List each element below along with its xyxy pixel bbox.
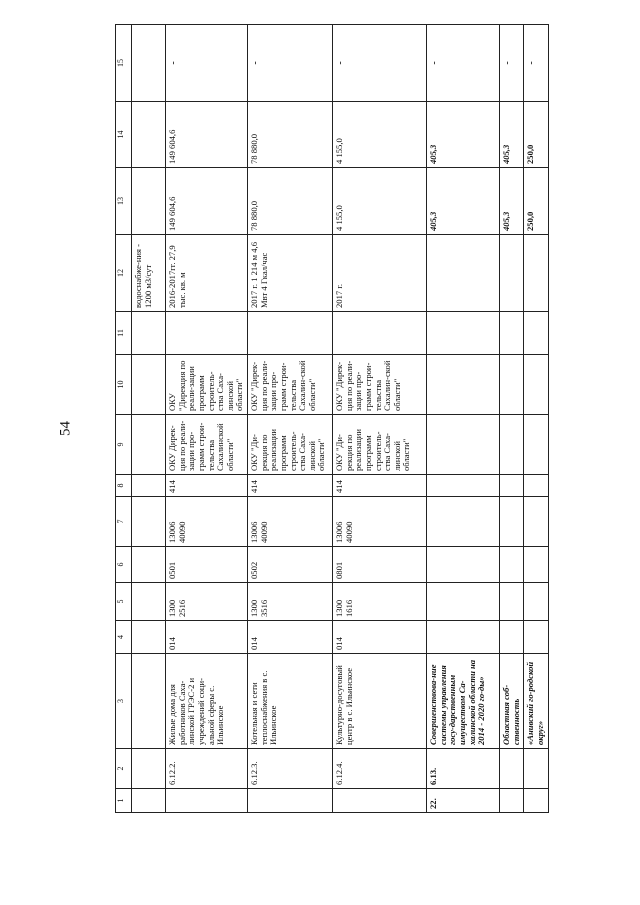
column-header: 10 <box>116 355 132 415</box>
header-row <box>116 25 132 813</box>
amount-cell: 405,3 <box>427 102 500 168</box>
item-name: Жилые дома для работников Саха-линской ГРЭС-2 и учреждений соци-альной сферы с. Ильинское <box>166 654 248 749</box>
amount-cell: 78 880,0 <box>248 168 333 235</box>
table-cell: 414 <box>248 475 333 497</box>
column-header: 5 <box>116 583 132 621</box>
amount-cell: 4 155,0 <box>333 102 427 168</box>
column-header: 2 <box>116 749 132 789</box>
table-cell <box>500 547 524 583</box>
table-cell <box>132 654 166 749</box>
table-cell: ОКУ "Дирек-ция по реали-зации про-грамм строи-тельства Сахалин-ской области" <box>333 355 427 415</box>
table-cell <box>524 749 548 789</box>
item-number: 6.12.4. <box>333 749 427 789</box>
table-cell: - <box>333 25 427 102</box>
table-cell <box>333 789 427 813</box>
page-number: 54 <box>57 421 74 436</box>
table-cell <box>524 475 548 497</box>
table-cell: ОКУ "Ди-рекция по реализации программ строитель-ства Саха-линской области" <box>333 415 427 475</box>
table-cell <box>166 789 248 813</box>
table-cell: 014 <box>333 621 427 654</box>
table-cell <box>524 583 548 621</box>
table-row <box>524 25 548 813</box>
table-row <box>248 25 333 813</box>
table-cell <box>132 749 166 789</box>
table-cell <box>132 789 166 813</box>
column-header: 4 <box>116 621 132 654</box>
amount-cell: 4 155,0 <box>333 168 427 235</box>
amount-cell: 250,0 <box>524 168 548 235</box>
table-cell <box>524 547 548 583</box>
table-row <box>333 25 427 813</box>
table-cell <box>524 497 548 547</box>
table-cell: 2017 г. 1 214 м 4,6 Мвт 4 Гкал/час <box>248 235 333 312</box>
table-cell <box>333 312 427 355</box>
table-cell <box>132 415 166 475</box>
amount-cell: 78 880,0 <box>248 102 333 168</box>
item-number: 6.12.3. <box>248 749 333 789</box>
table-cell <box>132 583 166 621</box>
item-number: 6.13. <box>427 749 500 789</box>
table-cell <box>132 547 166 583</box>
table-cell <box>132 102 166 168</box>
table-cell: 2016-2017гг. 27,9 тыс. кв. м <box>166 235 248 312</box>
table-cell <box>427 621 500 654</box>
table-cell <box>166 312 248 355</box>
budget-table <box>115 24 549 813</box>
table-cell: 0801 <box>333 547 427 583</box>
table-cell <box>427 475 500 497</box>
column-header: 8 <box>116 475 132 497</box>
amount-cell: 405,3 <box>500 168 524 235</box>
column-header: 13 <box>116 168 132 235</box>
table-cell: ОКУ Дирек-ция по реали-зации про-грамм строи-тельства Сахалинской области" <box>166 415 248 475</box>
table-cell <box>132 621 166 654</box>
table-cell: 0501 <box>166 547 248 583</box>
table-cell <box>524 415 548 475</box>
amount-cell: 405,3 <box>427 168 500 235</box>
table-cell <box>500 475 524 497</box>
column-header: 3 <box>116 654 132 749</box>
amount-cell: 149 604,6 <box>166 168 248 235</box>
table-cell: - <box>500 25 524 102</box>
column-header: 11 <box>116 312 132 355</box>
table-cell <box>524 789 548 813</box>
table-cell: - <box>248 25 333 102</box>
item-number: 6.12.2. <box>166 749 248 789</box>
table-cell: - <box>427 25 500 102</box>
table-cell <box>500 621 524 654</box>
row-number: 22. <box>427 789 500 813</box>
table-row <box>500 25 524 813</box>
column-header: 1 <box>116 789 132 813</box>
table-cell <box>132 355 166 415</box>
table-cell: ОКУ "Дирекция по реали-зации программ строитель-ства Саха-линской области" <box>166 355 248 415</box>
table-cell <box>427 235 500 312</box>
table-cell <box>500 749 524 789</box>
table-cell <box>132 312 166 355</box>
column-header: 15 <box>116 25 132 102</box>
table-cell: 414 <box>333 475 427 497</box>
item-name: Культурно-досуговый центр в с. Ильинское <box>333 654 427 749</box>
table-cell: - <box>166 25 248 102</box>
column-header: 12 <box>116 235 132 312</box>
column-header: 14 <box>116 102 132 168</box>
table-cell <box>500 355 524 415</box>
table-row <box>166 25 248 813</box>
table-cell <box>427 547 500 583</box>
table-cell <box>427 497 500 547</box>
table-cell <box>524 355 548 415</box>
table-cell: 014 <box>166 621 248 654</box>
table-cell: 414 <box>166 475 248 497</box>
table-cell <box>427 415 500 475</box>
subtotal-label: «Анивский го-родской округ» <box>524 654 548 749</box>
table-cell <box>500 312 524 355</box>
table-cell <box>427 583 500 621</box>
table-cell: 1300 3516 <box>248 583 333 621</box>
column-header: 6 <box>116 547 132 583</box>
column-header: 7 <box>116 497 132 547</box>
table-cell: 014 <box>248 621 333 654</box>
table-cell <box>427 355 500 415</box>
rotated-table-frame <box>115 25 545 813</box>
table-cell <box>500 415 524 475</box>
item-name: Котельная и сети теплоснабжения в с. Ильинское <box>248 654 333 749</box>
program-name: Совершенствова-ние системы управления госу-дарственным имуществом Са-халинской области на 2014 - 2020 го-ды» <box>427 654 500 749</box>
table-cell <box>500 789 524 813</box>
amount-cell: 250,0 <box>524 102 548 168</box>
table-cell <box>500 497 524 547</box>
amount-cell: 149 604,6 <box>166 102 248 168</box>
table-cell <box>248 312 333 355</box>
budget-table-rotated <box>115 25 545 813</box>
table-cell <box>132 168 166 235</box>
table-row <box>132 25 166 813</box>
table-cell: 1300 1616 <box>333 583 427 621</box>
table-row <box>427 25 500 813</box>
table-cell <box>248 789 333 813</box>
table-cell: водоснабже-ния - 1200 м3/сут <box>132 235 166 312</box>
table-cell <box>524 312 548 355</box>
table-cell: 2017 г. <box>333 235 427 312</box>
table-cell: - <box>524 25 548 102</box>
table-cell <box>500 235 524 312</box>
table-cell <box>524 235 548 312</box>
subtotal-label: Областная соб-ственность <box>500 654 524 749</box>
table-cell: 13006 40090 <box>166 497 248 547</box>
table-cell <box>427 312 500 355</box>
table-cell: 0502 <box>248 547 333 583</box>
table-cell <box>132 475 166 497</box>
table-cell: ОКУ "Дирек-ция по реали-зации про-грамм строи-тельства Сахалин-ской области" <box>248 355 333 415</box>
column-header: 9 <box>116 415 132 475</box>
table-cell: 1300 2516 <box>166 583 248 621</box>
table-cell: 13006 40090 <box>248 497 333 547</box>
table-cell <box>132 497 166 547</box>
amount-cell: 405,3 <box>500 102 524 168</box>
table-cell: 13006 40090 <box>333 497 427 547</box>
table-cell <box>524 621 548 654</box>
table-cell <box>500 583 524 621</box>
table-cell <box>132 25 166 102</box>
table-cell: ОКУ "Ди-рекция по реализации программ строитель-ства Саха-линской области" <box>248 415 333 475</box>
